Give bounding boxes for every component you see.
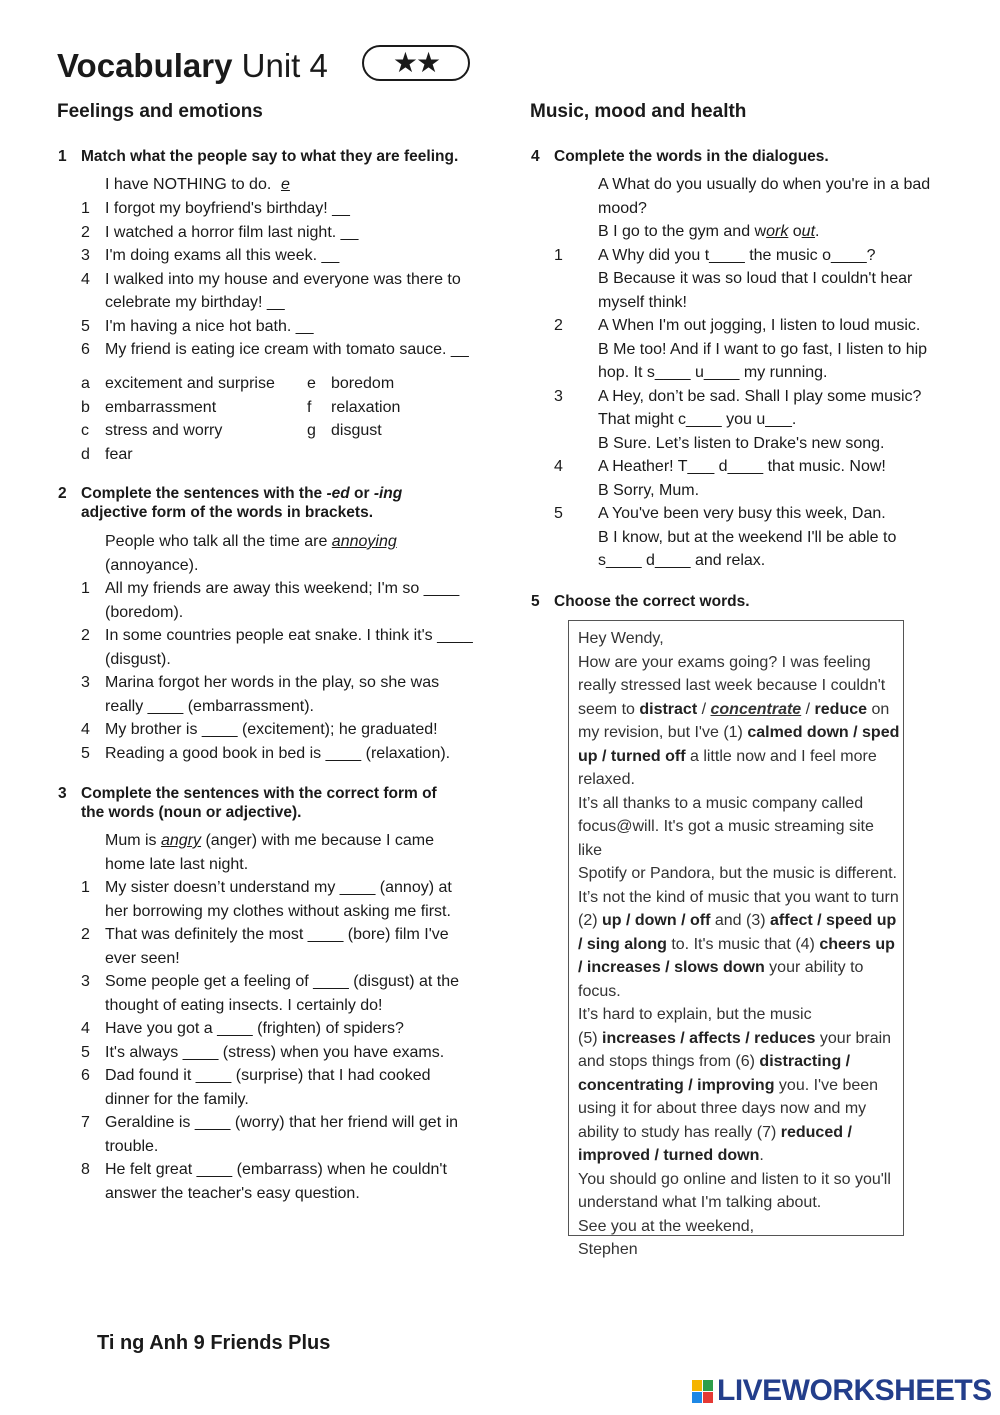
item-text: I watched a horror film last night. __	[105, 223, 359, 241]
exercise-2-item	[81, 718, 491, 742]
choice-6-cont[interactable]: concentrating / improving	[578, 1076, 775, 1094]
choice-7-cont[interactable]: improved / turned down	[578, 1147, 760, 1164]
exercise-2-item	[81, 624, 491, 671]
dialogue-line: B Me too! And if I want to go fast, I listen to hip	[598, 340, 928, 358]
dialogue-line: B I know, but at the weekend I'll be able to	[598, 528, 897, 546]
item-text-cont: (boredom).	[105, 603, 184, 621]
item-text: I'm having a nice hot bath. __	[105, 317, 314, 335]
exercise-2-item	[81, 577, 491, 624]
exercise-5-instruction: 5 Choose the correct words.	[531, 593, 750, 610]
dialogue-line: A Heather! T___ d____ that music. Now!	[598, 458, 886, 475]
logo-text: LIVEWORKSHEETS	[717, 1374, 992, 1407]
dialogue-line: B Sorry, Mum.	[598, 481, 700, 499]
exercise-3-item	[81, 970, 491, 1017]
item-text: In some countries people eat snake. I think it's ____	[105, 627, 473, 644]
item-number: 8	[81, 1161, 90, 1178]
exercise-4-dialogue	[554, 502, 944, 573]
item-text-cont: (disgust).	[105, 650, 171, 668]
exercise-2-example: People who talk all the time are annoying (annoyance).	[105, 533, 397, 574]
dialogue-line: A Hey, don’t be sad. Shall I play some music?	[598, 387, 922, 405]
letter-box	[568, 620, 904, 1258]
exercise-3-example: Mum is angry (anger) with me because I came home late last night.	[105, 832, 435, 873]
exercise-2-item	[81, 742, 491, 766]
exercise-3-item	[81, 1064, 491, 1111]
dialogue-line: B Because it was so loud that I couldn't hear	[598, 270, 913, 287]
item-number: 4	[81, 270, 90, 288]
item-text: Geraldine is ____ (worry) that her friend will get in	[105, 1114, 459, 1131]
item-text: He felt great ____ (embarrass) when he couldn't	[105, 1161, 447, 1178]
item-number: 6	[81, 1067, 90, 1084]
exercise-4-instruction: 4 Complete the words in the dialogues.	[531, 148, 829, 165]
item-number: 5	[554, 505, 563, 522]
item-number: 5	[81, 744, 90, 762]
item-number: 2	[81, 926, 90, 943]
item-text-cont: celebrate my birthday! __	[105, 294, 285, 311]
difficulty-stars: ★★	[362, 45, 470, 81]
item-text-cont: her borrowing my clothes without asking me first.	[105, 902, 451, 920]
item-text: My sister doesn’t understand my ____ (annoy) at	[105, 879, 452, 896]
item-number: 3	[554, 387, 563, 405]
item-text-cont: trouble.	[105, 1137, 159, 1155]
item-number: 1	[81, 879, 90, 896]
dialogue-line: s____ d____ and relax.	[598, 552, 766, 569]
dialogue-line: A Why did you t____ the music o____?	[598, 246, 876, 264]
choice-option[interactable]: distract	[639, 700, 698, 718]
choice-3[interactable]: affect / speed up	[770, 912, 897, 929]
item-number: 4	[554, 458, 563, 475]
item-text-cont: dinner for the family.	[105, 1090, 249, 1108]
item-text: My brother is ____ (excitement); he graduated!	[105, 721, 438, 738]
dialogue-line: That might c____ you u___.	[598, 411, 797, 428]
exercise-3-item	[81, 1017, 491, 1041]
item-number: 7	[81, 1114, 90, 1131]
item-text: Marina forgot her words in the play, so she was	[105, 674, 440, 691]
exercise-4-dialogue	[554, 455, 944, 502]
exercise-4-example-b: B I go to the gym and work out.	[598, 223, 820, 240]
exercise-3-item	[81, 1041, 491, 1065]
item-number: 1	[81, 580, 90, 597]
section-heading-music: Music, mood and health	[530, 101, 747, 122]
item-number: 3	[81, 247, 90, 264]
exercise-1-item	[81, 221, 491, 245]
dialogue-line: B Sure. Let’s listen to Drake's new song.	[598, 434, 885, 452]
item-number: 4	[81, 1020, 90, 1037]
exercise-3-item	[81, 876, 491, 923]
choice-option-selected[interactable]: concentrate	[710, 700, 802, 718]
example-answer: angry	[161, 832, 202, 849]
exercise-4-example-a: A What do you usually do when you're in a bad mood?	[598, 176, 931, 217]
section-heading-feelings: Feelings and emotions	[57, 101, 263, 122]
item-text: My friend is eating ice cream with tomato sauce. __	[105, 341, 469, 358]
item-text-cont: answer the teacher's easy question.	[105, 1184, 360, 1202]
item-text: All my friends are away this weekend; I'm so ____	[105, 580, 460, 597]
item-text: I forgot my boyfriend's birthday! __	[105, 200, 350, 217]
dialogue-line: myself think!	[598, 293, 687, 311]
item-number: 3	[81, 674, 90, 691]
item-text: That was definitely the most ____ (bore) film I've	[105, 926, 449, 943]
item-number: 3	[81, 973, 90, 990]
item-text: It's always ____ (stress) when you have exams.	[105, 1043, 445, 1061]
dialogue-line: hop. It s____ u____ my running.	[598, 364, 828, 381]
choice-4[interactable]: cheers up	[819, 935, 895, 953]
exercise-1-item	[81, 197, 491, 221]
choice-6[interactable]: distracting /	[759, 1053, 851, 1070]
logo-icon	[692, 1380, 714, 1404]
item-text: I'm doing exams all this week. __	[105, 247, 340, 264]
exercise-4-dialogue	[554, 314, 944, 385]
dialogue-line: A When I'm out jogging, I listen to loud music.	[598, 317, 921, 334]
exercise-2-item	[81, 671, 491, 718]
exercise-4-dialogue	[554, 385, 944, 456]
item-number: 1	[81, 200, 90, 217]
item-number: 6	[81, 341, 90, 358]
exercise-3-item	[81, 923, 491, 970]
exercise-1-item	[81, 268, 491, 315]
page-title: Vocabulary Unit 4 ★★	[57, 44, 328, 88]
item-number: 2	[81, 223, 90, 241]
example-answer: annoying	[331, 533, 397, 550]
item-text-cont: ever seen!	[105, 949, 180, 967]
dialogue-line: A You've been very busy this week, Dan.	[598, 505, 886, 522]
choice-3-cont[interactable]: / sing along	[578, 935, 667, 953]
exercise-1-instruction: 1 Match what the people say to what they are feeling.	[58, 148, 459, 165]
item-number: 1	[554, 246, 563, 264]
exercise-1-item	[81, 338, 491, 362]
item-text: Dad found it ____ (surprise) that I had cooked	[105, 1067, 431, 1084]
exercise-2-instruction: 2 Complete the sentences with the -ed or -ing adjective form of the words in brackets.	[58, 485, 403, 521]
example-answer: e	[281, 176, 290, 193]
item-text: Have you got a ____ (frighten) of spiders?	[105, 1020, 404, 1037]
item-number: 2	[554, 317, 563, 334]
item-text: I walked into my house and everyone was there to	[105, 270, 461, 288]
item-number: 4	[81, 721, 90, 738]
item-number: 2	[81, 627, 90, 644]
item-text-cont: really ____ (embarrassment).	[105, 697, 314, 715]
choice-option[interactable]: reduce	[814, 700, 868, 718]
item-text: Reading a good book in bed is ____ (relaxation).	[105, 744, 451, 762]
exercise-3-item	[81, 1111, 491, 1158]
letter-text: Hey Wendy, How are your exams going? I was feeling really stressed last week because I couldn't seem to distract / concentrate / reduce on my revision, but I've (1) calmed down / sped up / turned off a little now and I feel more relaxed. It’s all thanks to a music company called focus@will. It's got a music streaming site like Spotify or Pandora, but the music is different. It’s not the kind of music that you want to turn (2) up / down / off and (3) affect / speed up / sing along to. It's music that (4) cheers up / increases / slows down your ability to focus. It’s hard to explain, but the music (5) increases / affects / reduces your brain and stops things from (6) distracting / concentrating / improving you. I've been using it for about three days now and my ability to study has really (7) reduced / improved / turned down. You should go online and listen to it so you'll understand what I'm talking about. See you at the weekend, Stephen	[578, 630, 900, 1258]
choice-1[interactable]: calmed down / sped	[747, 724, 900, 741]
exercise-4-dialogue	[554, 244, 944, 315]
choice-4-cont[interactable]: / increases / slows down	[578, 959, 765, 976]
item-text-cont: thought of eating insects. I certainly do!	[105, 996, 383, 1014]
choice-7[interactable]: reduced /	[780, 1123, 852, 1141]
exercise-1-item	[81, 244, 491, 268]
exercise-3-instruction: 3 Complete the sentences with the correct form of the words (noun or adjective).	[58, 785, 437, 821]
liveworksheets-logo[interactable]	[692, 1374, 992, 1408]
footer-book-title: Ti ng Anh 9 Friends Plus	[97, 1332, 331, 1354]
exercise-3-item	[81, 1158, 491, 1205]
choice-2[interactable]: up / down / off	[602, 912, 711, 929]
item-text: Some people get a feeling of ____ (disgust) at the	[105, 973, 460, 990]
choice-1-cont[interactable]: up / turned off	[578, 747, 686, 765]
item-number: 5	[81, 317, 90, 335]
item-number: 5	[81, 1043, 90, 1061]
exercise-1-item	[81, 315, 491, 339]
choice-5[interactable]: increases / affects / reduces	[602, 1029, 816, 1047]
